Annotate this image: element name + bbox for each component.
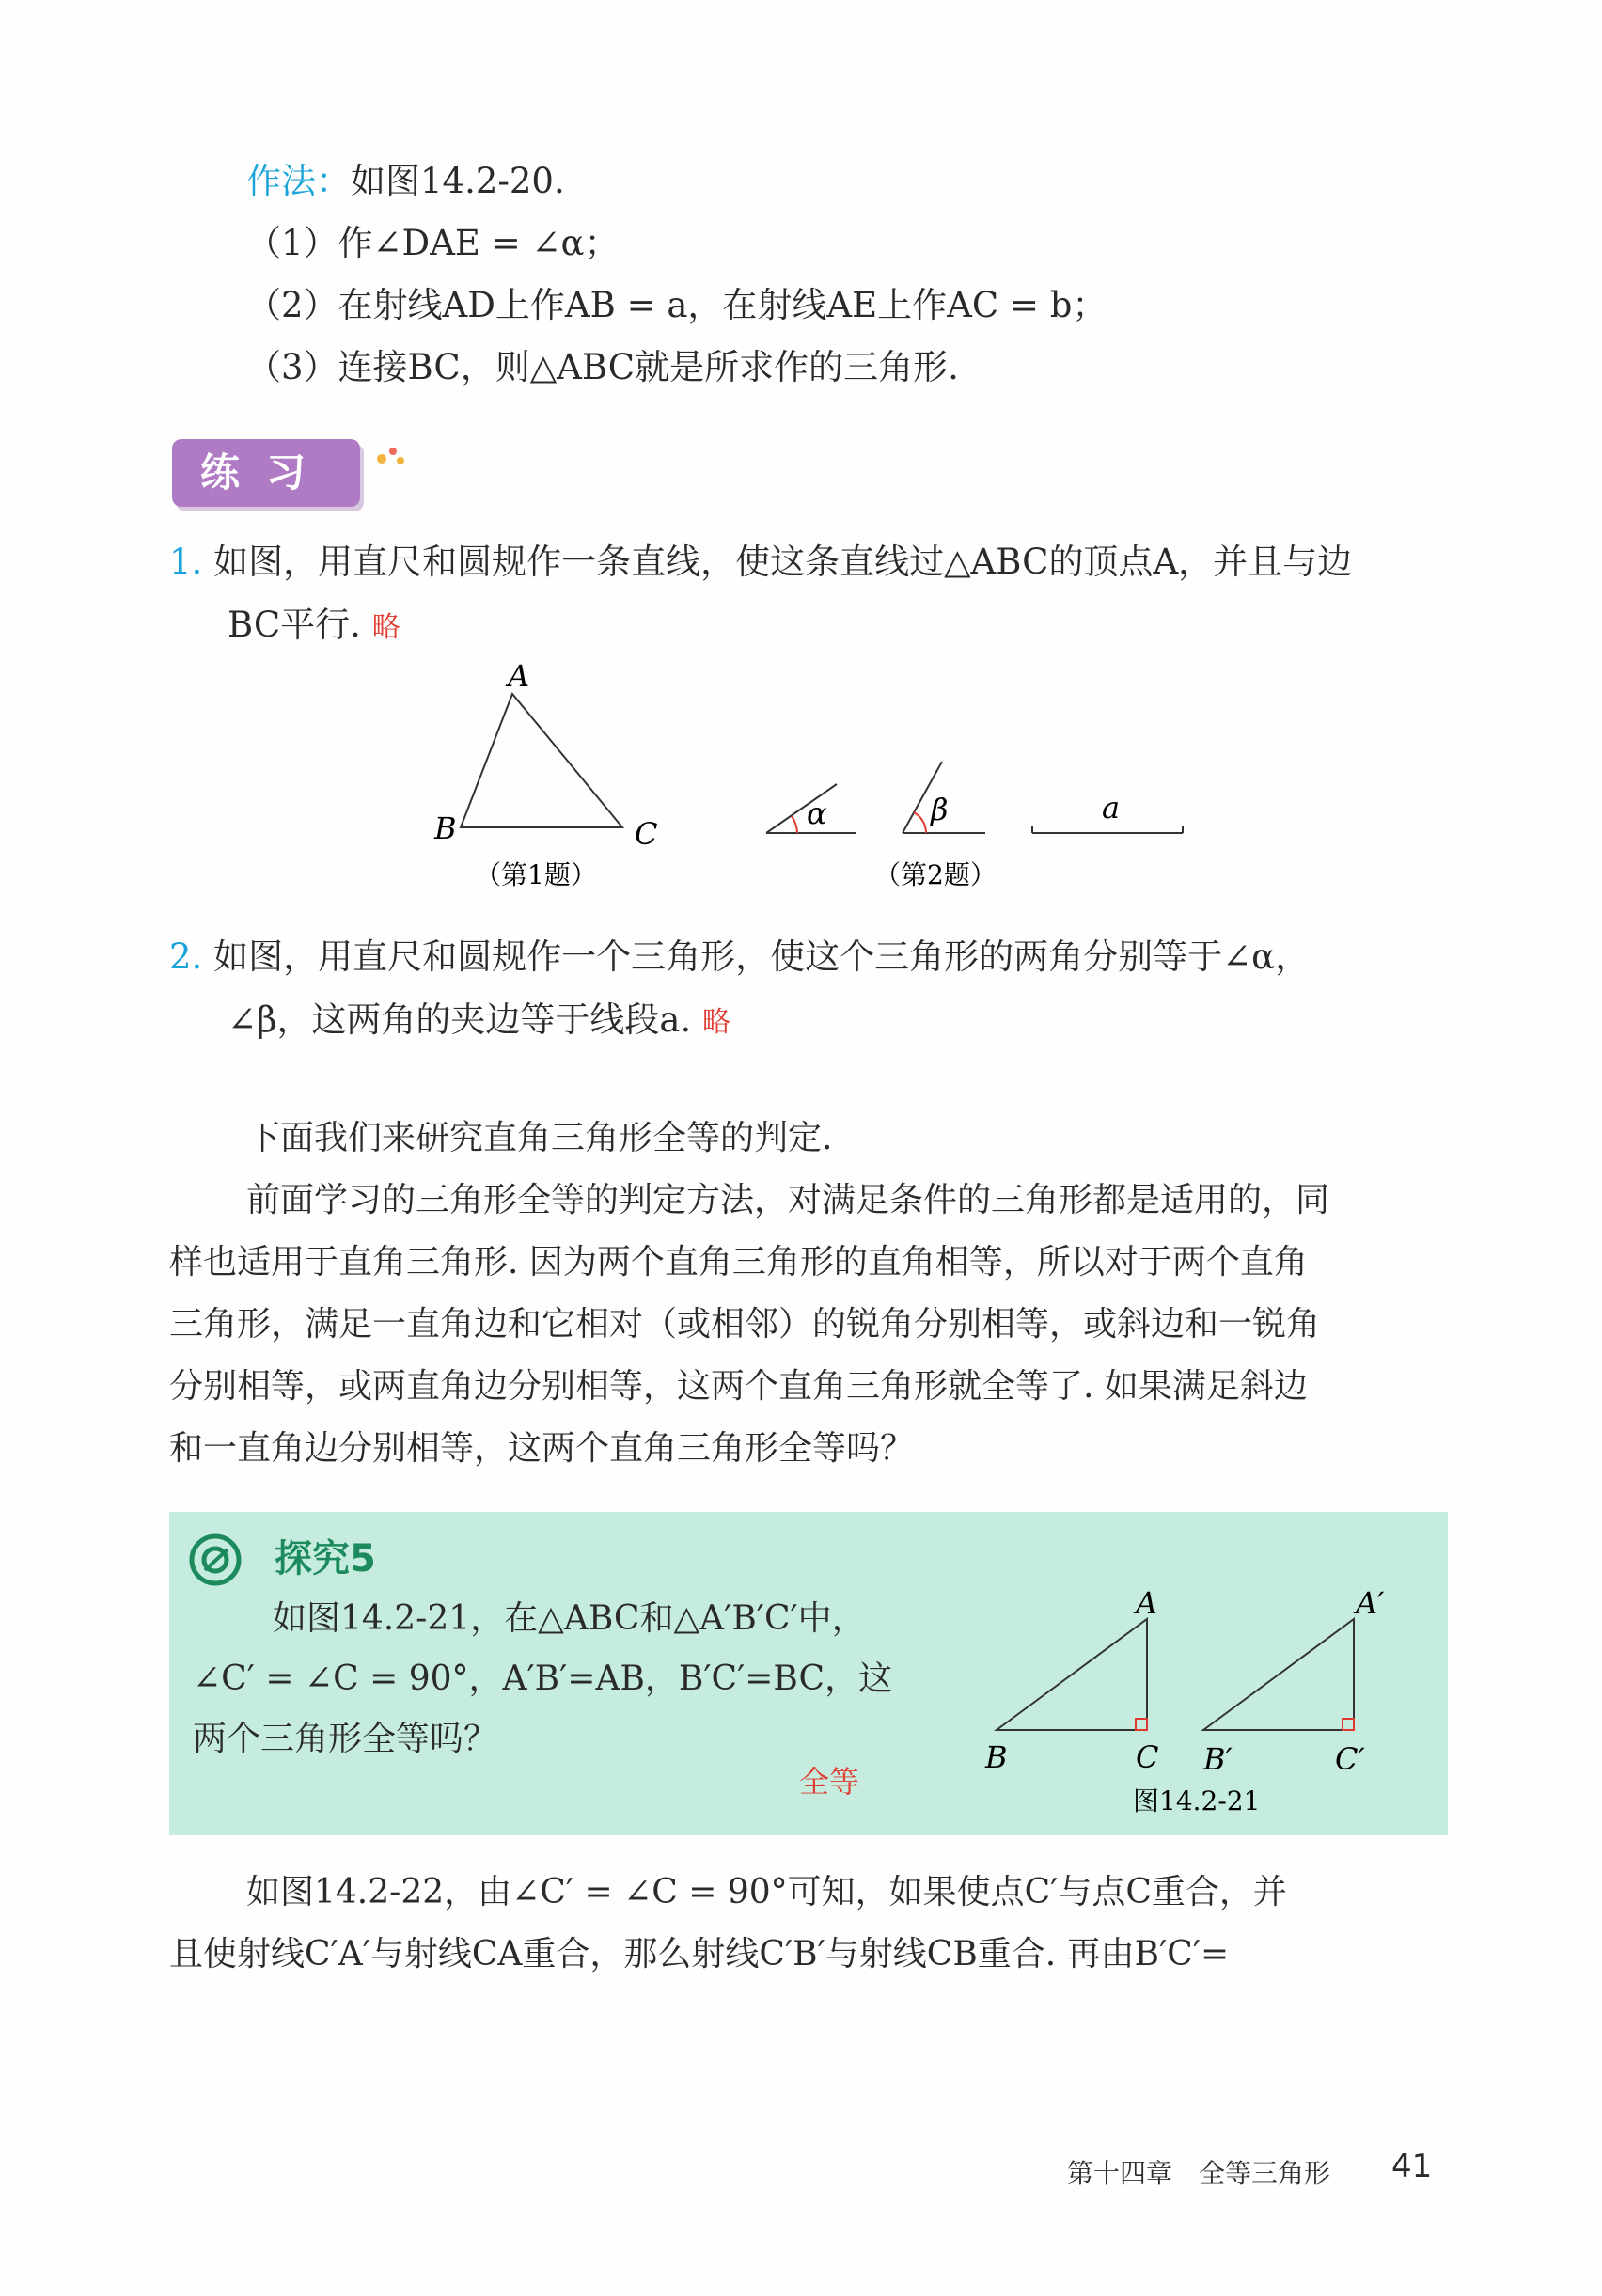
q2-text: 如图，用直尺和圆规作一个三角形，使这个三角形的两角分别等于∠α，: [213, 936, 1311, 977]
fig3-label-a2: A′: [1356, 1585, 1385, 1621]
practice-badge: 练习: [172, 439, 360, 507]
explore-figure: [978, 1580, 1410, 1815]
body-paragraph-1: 下面我们来研究直角三角形全等的判定.: [246, 1119, 833, 1157]
method-heading: [246, 150, 565, 212]
q1-note: 略: [371, 611, 400, 644]
fig3-triangle-a2b2c2: [1203, 1619, 1354, 1730]
body-p2-line-3: 三角形，满足一直角边和它相对（或相邻）的锐角分别相等，或斜边和一锐角: [169, 1305, 1321, 1344]
fig2-label-beta: β: [931, 792, 949, 827]
fig1-label-a: A: [508, 658, 530, 694]
q1-text: 如图，用直尺和圆规作一条直线，使这条直线过△ABC的顶点A，并且与边: [213, 542, 1353, 582]
tail-line-2: 且使射线C′A′与射线CA重合，那么射线C′B′与射线CB重合. 再由B′C′=: [169, 1935, 1230, 1974]
explore-title: 探究5: [275, 1537, 376, 1580]
fig3-right-angle-c: [1136, 1719, 1147, 1730]
fig3-label-b2: B′: [1203, 1741, 1233, 1777]
fig2-label-alpha: α: [807, 795, 827, 831]
fig2-beta-arc: [914, 812, 926, 833]
fig1-triangle: [461, 694, 622, 827]
q1-line2: [228, 594, 400, 659]
explore-line-1: 如图14.2-21，在△ABC和△A′B′C′中，: [273, 1599, 866, 1638]
explore-line-3: 两个三角形全等吗？: [193, 1720, 498, 1758]
practice-figures: [414, 658, 1203, 903]
q2-line2: [228, 989, 730, 1054]
q2-line1: [169, 926, 1310, 988]
fig3-caption: 图14.2-21: [1133, 1785, 1261, 1815]
fig3-label-c2: C′: [1335, 1741, 1365, 1777]
body-p2-line-2: 样也适用于直角三角形. 因为两个直角三角形的直角相等，所以对于两个直角: [169, 1243, 1308, 1282]
fig2-caption: （第2题）: [874, 859, 997, 890]
body-p2-line-5: 和一直角边分别相等，这两个直角三角形全等吗？: [169, 1429, 915, 1468]
explore-line-2: ∠C′ = ∠C = 90°，A′B′=AB，B′C′=BC，这: [193, 1659, 893, 1698]
footer-chapter: 第十四章 全等三角形: [1067, 2158, 1331, 2189]
q1-text-2: BC平行.: [228, 605, 361, 645]
fig1-label-c: C: [635, 816, 658, 852]
tail-line-1: 如图14.2-22，由∠C′ = ∠C = 90°可知，如果使点C′与点C重合，并: [246, 1873, 1287, 1911]
fig2-alpha-arc: [792, 816, 797, 833]
method-step-1: （1）作∠DAE = ∠α；: [246, 223, 620, 263]
q1-number: 1.: [169, 542, 203, 582]
fig1-label-b: B: [434, 810, 457, 846]
fig3-label-a: A: [1136, 1585, 1158, 1621]
method-intro: 如图14.2-20.: [351, 161, 565, 201]
fig3-label-c: C: [1136, 1739, 1159, 1775]
q2-note: 略: [701, 1006, 730, 1039]
fig3-label-b: B: [985, 1739, 1008, 1775]
fig1-caption: （第1题）: [475, 859, 597, 890]
method-step-2: （2）在射线AD上作AB = a，在射线AE上作AC = b；: [246, 285, 1107, 325]
body-p2-line-4: 分别相等，或两直角边分别相等，这两个直角三角形就全等了. 如果满足斜边: [169, 1367, 1308, 1406]
q2-number: 2.: [169, 936, 203, 977]
explore-icon: [188, 1533, 243, 1587]
badge-dots-icon: [374, 444, 412, 470]
q1-line1: [169, 531, 1352, 593]
explore-answer: 全等: [799, 1764, 860, 1800]
method-step-3: （3）连接BC，则△ABC就是所求作的三角形.: [246, 347, 959, 387]
method-title: 作法：: [246, 161, 351, 201]
fig2-label-a: a: [1102, 790, 1121, 826]
q2-text-2: ∠β，这两角的夹边等于线段a.: [228, 999, 692, 1040]
body-p2-line-1: 前面学习的三角形全等的判定方法，对满足条件的三角形都是适用的，同: [246, 1181, 1330, 1219]
page-number: 41: [1391, 2147, 1433, 2185]
fig3-right-angle-c2: [1343, 1719, 1354, 1730]
fig3-triangle-abc: [997, 1619, 1147, 1730]
